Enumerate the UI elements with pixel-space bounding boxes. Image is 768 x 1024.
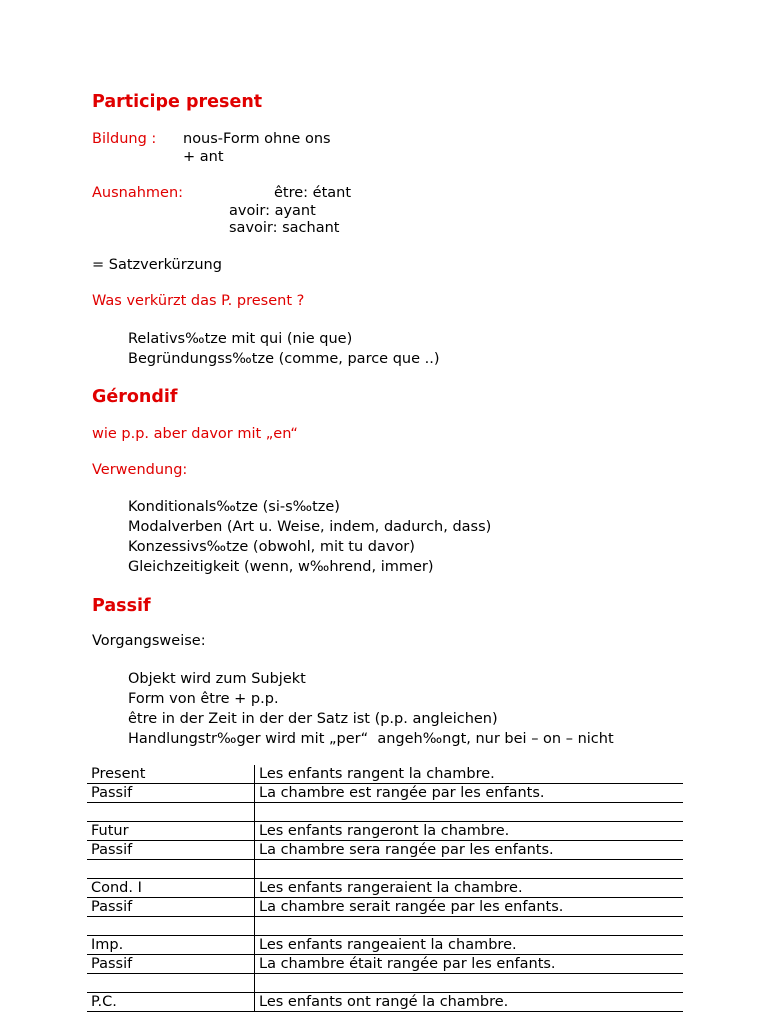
list-item: Gleichzeitigkeit (wenn, w‰hrend, immer) [128, 559, 434, 575]
table-row [87, 765, 683, 784]
table-cell-tense: Imp. [87, 936, 255, 955]
list-item: Modalverben (Art u. Weise, indem, dadurch, dass) [128, 519, 492, 535]
table-row [87, 898, 683, 917]
table-cell-sentence: La chambre est rangée par les enfants. [259, 785, 545, 801]
table-row [87, 955, 683, 974]
table-row [87, 879, 683, 898]
ausnahmen-line: savoir: sachant [229, 220, 340, 236]
table-cell-tense: P.C. [87, 993, 255, 1012]
list-item: Begründungss‰tze (comme, parce que ..) [128, 351, 440, 367]
table-cell-tense: Passif [87, 898, 255, 917]
heading-passif: Passif [92, 596, 151, 616]
table-cell-tense: Cond. I [87, 879, 255, 898]
bildung-line: nous-Form ohne ons [183, 131, 331, 147]
bildung-label: Bildung : [92, 131, 157, 147]
table-cell-tense [87, 860, 255, 879]
table-row [87, 860, 683, 879]
table-cell-tense: Passif [87, 841, 255, 860]
heading-participe-present: Participe present [92, 92, 263, 112]
table-cell-tense: Futur [87, 822, 255, 841]
ausnahmen-line: avoir: ayant [229, 203, 316, 219]
table-cell-tense: Passif [87, 955, 255, 974]
table-cell-sentence: La chambre serait rangée par les enfants. [259, 899, 564, 915]
table-row [87, 936, 683, 955]
list-item: Konditionals‰tze (si-s‰tze) [128, 499, 340, 515]
gerondif-formation: wie p.p. aber davor mit „en“ [92, 426, 298, 442]
table-row [87, 784, 683, 803]
list-item: être in der Zeit in der der Satz ist (p.p. angleichen) [128, 711, 498, 727]
table-cell-tense [87, 917, 255, 936]
verwendung-label: Verwendung: [92, 462, 188, 478]
table-row [87, 803, 683, 822]
ausnahmen-label: Ausnahmen: [92, 185, 184, 201]
table-cell-sentence: Les enfants ont rangé la chambre. [259, 994, 509, 1010]
list-item: Handlungstr‰ger wird mit „per“ angeh‰ngt, nur bei – on – nicht [128, 731, 614, 747]
table-cell-sentence: Les enfants rangeront la chambre. [259, 823, 510, 839]
list-item: Form von être + p.p. [128, 691, 279, 707]
table-cell-tense [87, 974, 255, 993]
table-cell-sentence: Les enfants rangent la chambre. [259, 766, 495, 782]
table-row [87, 974, 683, 993]
question-text: Was verkürzt das P. present ? [92, 293, 305, 309]
table-cell-sentence [255, 917, 684, 936]
ausnahmen-line: être: étant [274, 185, 352, 201]
table-cell-sentence: Les enfants rangeraient la chambre. [259, 880, 523, 896]
vorgangsweise-label: Vorgangsweise: [92, 633, 206, 649]
table-row [87, 822, 683, 841]
table-cell-tense: Passif [87, 784, 255, 803]
satzverkuerzung-text: = Satzverkürzung [92, 257, 222, 273]
table-cell-sentence [255, 974, 684, 993]
table-row [87, 993, 683, 1012]
conjugation-table [87, 765, 683, 1012]
list-item: Relativs‰tze mit qui (nie que) [128, 331, 353, 347]
table-row [87, 841, 683, 860]
list-item: Konzessivs‰tze (obwohl, mit tu davor) [128, 539, 415, 555]
table-cell-sentence: La chambre était rangée par les enfants. [259, 956, 556, 972]
table-row [87, 917, 683, 936]
table-cell-sentence [255, 803, 684, 822]
table-cell-tense: Present [87, 765, 255, 784]
table-cell-sentence: La chambre sera rangée par les enfants. [259, 842, 554, 858]
table-cell-sentence: Les enfants rangeaient la chambre. [259, 937, 517, 953]
bildung-line: + ant [183, 149, 224, 165]
table-cell-sentence [255, 860, 684, 879]
table-cell-tense [87, 803, 255, 822]
heading-gerondif: Gérondif [92, 387, 178, 407]
list-item: Objekt wird zum Subjekt [128, 671, 306, 687]
